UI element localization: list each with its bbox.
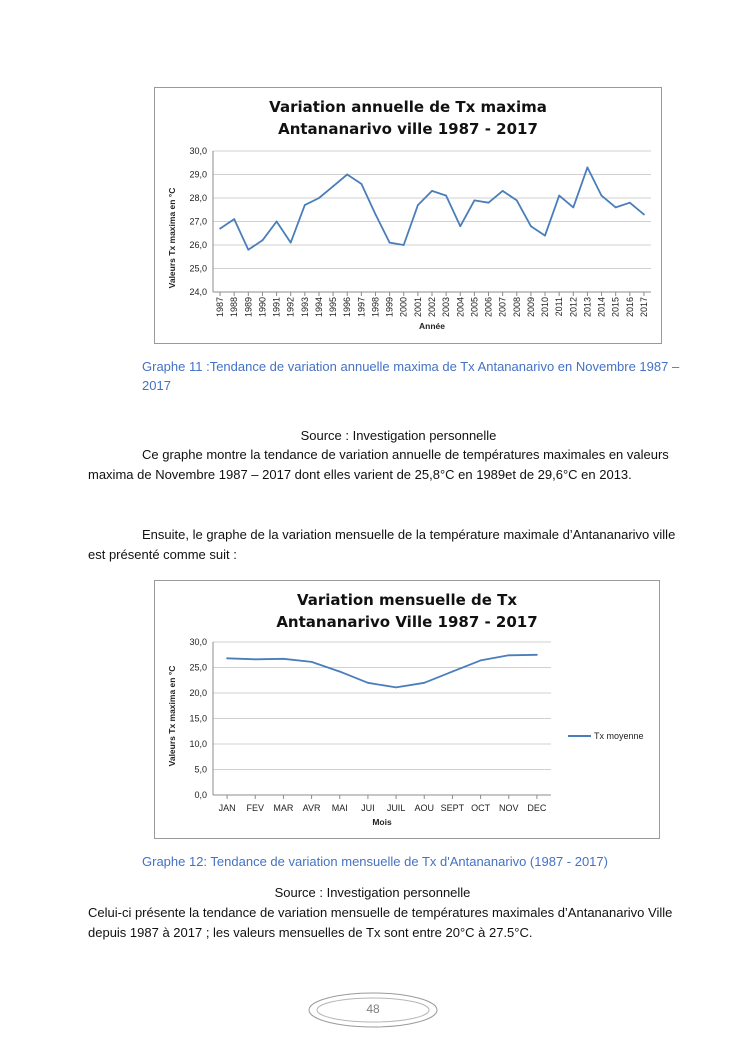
c1-x-tick-label: 2017	[638, 297, 649, 318]
c1-x-tick-label: 1989	[243, 297, 254, 318]
c1-data-point	[262, 239, 264, 241]
c2-y-tick-label: 25,0	[189, 662, 207, 673]
c2-y-tick-label: 30,0	[189, 637, 207, 647]
c2-x-tick-label: AOU	[414, 803, 435, 813]
c1-y-tick-label: 29,0	[189, 169, 207, 180]
chart2-title-line1: Variation mensuelle de Tx	[296, 591, 518, 609]
c2-y-tick-label: 5,0	[194, 764, 207, 775]
c1-x-tick-label: 2003	[441, 297, 452, 318]
c1-y-tick-label: 25,0	[189, 263, 207, 274]
c1-data-point	[601, 195, 603, 197]
c1-x-tick-label: 1988	[229, 297, 240, 318]
c1-x-tick-label: 1994	[313, 297, 324, 318]
c2-y-tick-label: 20,0	[189, 688, 207, 698]
c1-x-tick-label: 2004	[455, 297, 466, 318]
c2-y-tick-label: 15,0	[189, 713, 207, 724]
chart2-gridlines	[213, 642, 551, 799]
chart2-x-axis-label: Mois	[372, 817, 392, 827]
c1-x-tick-label: 1996	[342, 297, 353, 318]
c2-x-tick-label: MAI	[331, 803, 348, 813]
c1-data-point	[516, 199, 518, 201]
c2-data-point	[452, 671, 454, 673]
c1-data-point	[233, 218, 235, 220]
c1-data-point	[417, 204, 419, 206]
page-number: 48	[366, 1002, 380, 1016]
c1-x-tick-label: 2016	[624, 297, 635, 318]
c2-y-tick-label: 10,0	[189, 739, 207, 749]
chart2-series	[226, 654, 538, 688]
c1-y-tick-label: 24,0	[189, 287, 207, 297]
c2-data-point	[423, 682, 425, 684]
chart2-legend-label: Tx moyenne	[594, 731, 644, 741]
annual-tx-chart	[154, 87, 662, 344]
c1-data-point	[375, 214, 377, 216]
c2-x-tick-label: FEV	[246, 803, 265, 813]
c1-x-tick-label: 1993	[299, 297, 310, 318]
paragraph-graphe-11-commentary: Ce graphe montre la tendance de variation annuelle de températures maximales en valeurs maxima de Novembre 1987 – 2017 dont elles varient de 25,8°C en 1989et de 29,6°C en 2013.	[88, 447, 669, 482]
graphe-11-caption: Graphe 11 :Tendance de variation annuelle maxima de Tx Antananarivo en Novembre 1987 – 2017	[142, 359, 680, 393]
c1-data-point	[276, 221, 278, 223]
c2-x-tick-label: NOV	[498, 803, 519, 813]
c2-data-point	[226, 657, 228, 659]
c1-data-point	[502, 190, 504, 192]
c1-x-tick-label: 1995	[328, 297, 339, 318]
c1-data-point	[473, 199, 475, 201]
c1-data-point	[290, 242, 292, 244]
monthly-tx-chart	[154, 580, 660, 839]
chart1-title-line2: Antananarivo ville 1987 - 2017	[278, 120, 538, 138]
c1-data-point	[587, 167, 589, 169]
c1-x-tick-label: 2000	[398, 297, 409, 318]
c1-x-tick-label: 1997	[356, 297, 367, 318]
chart1-y-ticks	[189, 146, 207, 297]
c1-x-tick-label: 2008	[511, 297, 522, 318]
c2-x-tick-label: JUIL	[386, 803, 406, 813]
chart2-x-ticks	[219, 803, 547, 813]
c1-data-point	[445, 195, 447, 197]
c1-data-point	[389, 242, 391, 244]
c1-data-point	[530, 225, 532, 227]
c1-y-tick-label: 27,0	[189, 216, 207, 227]
c1-data-point	[318, 197, 320, 199]
chart2-title-line2: Antananarivo Ville 1987 - 2017	[276, 613, 538, 631]
c1-data-point	[643, 214, 645, 216]
c2-data-point	[254, 658, 256, 660]
annual-tx-chart-svg	[155, 88, 661, 343]
graphe-11-source: Source : Investigation personnelle	[300, 428, 497, 443]
c2-series-line	[227, 655, 537, 688]
c1-y-tick-label: 26,0	[189, 240, 207, 250]
c2-data-point	[508, 654, 510, 656]
c2-data-point	[480, 659, 482, 661]
monthly-tx-chart-svg	[155, 581, 659, 838]
page-number-badge	[306, 990, 440, 1030]
c2-x-tick-label: SEPT	[440, 803, 465, 813]
c1-x-tick-label: 1992	[285, 297, 296, 318]
c1-data-point	[247, 249, 249, 251]
c1-data-point	[488, 202, 490, 204]
c1-data-point	[544, 235, 546, 237]
chart1-title-line1: Variation annuelle de Tx maxima	[269, 98, 547, 116]
chart2-y-axis-label: Valeurs Tx maxima en °C	[167, 665, 177, 767]
c1-x-tick-label: 2012	[568, 297, 579, 318]
c1-data-point	[615, 207, 617, 209]
c1-x-tick-label: 1990	[257, 297, 268, 318]
c1-x-tick-label: 2001	[412, 297, 423, 318]
c2-x-tick-label: OCT	[471, 803, 491, 813]
c1-x-tick-label: 2015	[610, 297, 621, 318]
c1-x-tick-label: 2007	[497, 297, 508, 318]
c2-y-tick-label: 0,0	[194, 790, 207, 800]
paragraph-graphe-12-commentary: Celui-ci présente la tendance de variation mensuelle de températures maximales d’Antananarivo Ville depuis 1987 à 2017 ; les valeurs mensuelles de Tx sont entre 20°C à 27.5°C.	[88, 905, 673, 940]
c1-data-point	[304, 204, 306, 206]
c1-x-tick-label: 2011	[554, 297, 565, 317]
c2-x-tick-label: AVR	[302, 803, 321, 813]
c1-y-tick-label: 28,0	[189, 193, 207, 203]
c2-data-point	[536, 654, 538, 656]
c2-data-point	[367, 682, 369, 684]
c1-x-tick-label: 1999	[384, 297, 395, 318]
c2-data-point	[339, 671, 341, 673]
chart1-y-axis-label: Valeurs Tx maxima en °C	[167, 187, 177, 289]
c1-data-point	[459, 225, 461, 227]
c1-x-tick-label: 2010	[540, 297, 551, 318]
c2-data-point	[311, 661, 313, 663]
c1-data-point	[332, 185, 334, 187]
graphe-12-source: Source : Investigation personnelle	[274, 885, 471, 900]
c2-data-point	[395, 686, 397, 688]
graphe-12-caption: Graphe 12: Tendance de variation mensuelle de Tx d'Antananarivo (1987 - 2017)	[142, 854, 608, 869]
chart2-y-ticks	[189, 637, 207, 800]
c1-data-point	[219, 228, 221, 230]
c1-x-tick-label: 2014	[596, 297, 607, 318]
c1-data-point	[431, 190, 433, 192]
c2-x-tick-label: MAR	[273, 803, 294, 813]
c1-data-point	[558, 195, 560, 197]
c1-x-tick-label: 1998	[370, 297, 381, 318]
c1-data-point	[629, 202, 631, 204]
c1-data-point	[572, 207, 574, 209]
c2-x-tick-label: JUI	[361, 803, 375, 813]
c2-data-point	[283, 658, 285, 660]
c1-x-tick-label: 2013	[582, 297, 593, 318]
c1-data-point	[403, 244, 405, 246]
c1-series-line	[220, 167, 644, 249]
c1-x-tick-label: 2009	[525, 297, 536, 318]
c1-x-tick-label: 2006	[483, 297, 494, 318]
c1-data-point	[346, 174, 348, 176]
c1-y-tick-label: 30,0	[189, 146, 207, 156]
chart1-x-axis-label: Année	[419, 321, 445, 331]
c2-x-tick-label: JAN	[218, 803, 236, 813]
paragraph-graphe-12-intro: Ensuite, le graphe de la variation mensuelle de la température maximale d’Antananarivo ville est présenté comme suit :	[88, 527, 676, 562]
c1-data-point	[360, 183, 362, 185]
c1-x-tick-label: 2005	[469, 297, 480, 318]
chart1-series	[219, 167, 645, 251]
c2-x-tick-label: DEC	[527, 803, 547, 813]
c1-x-tick-label: 1987	[215, 297, 226, 318]
chart1-x-ticks	[215, 297, 649, 317]
c1-x-tick-label: 1991	[271, 297, 282, 318]
chart2-legend	[568, 731, 644, 741]
c1-x-tick-label: 2002	[427, 297, 437, 318]
